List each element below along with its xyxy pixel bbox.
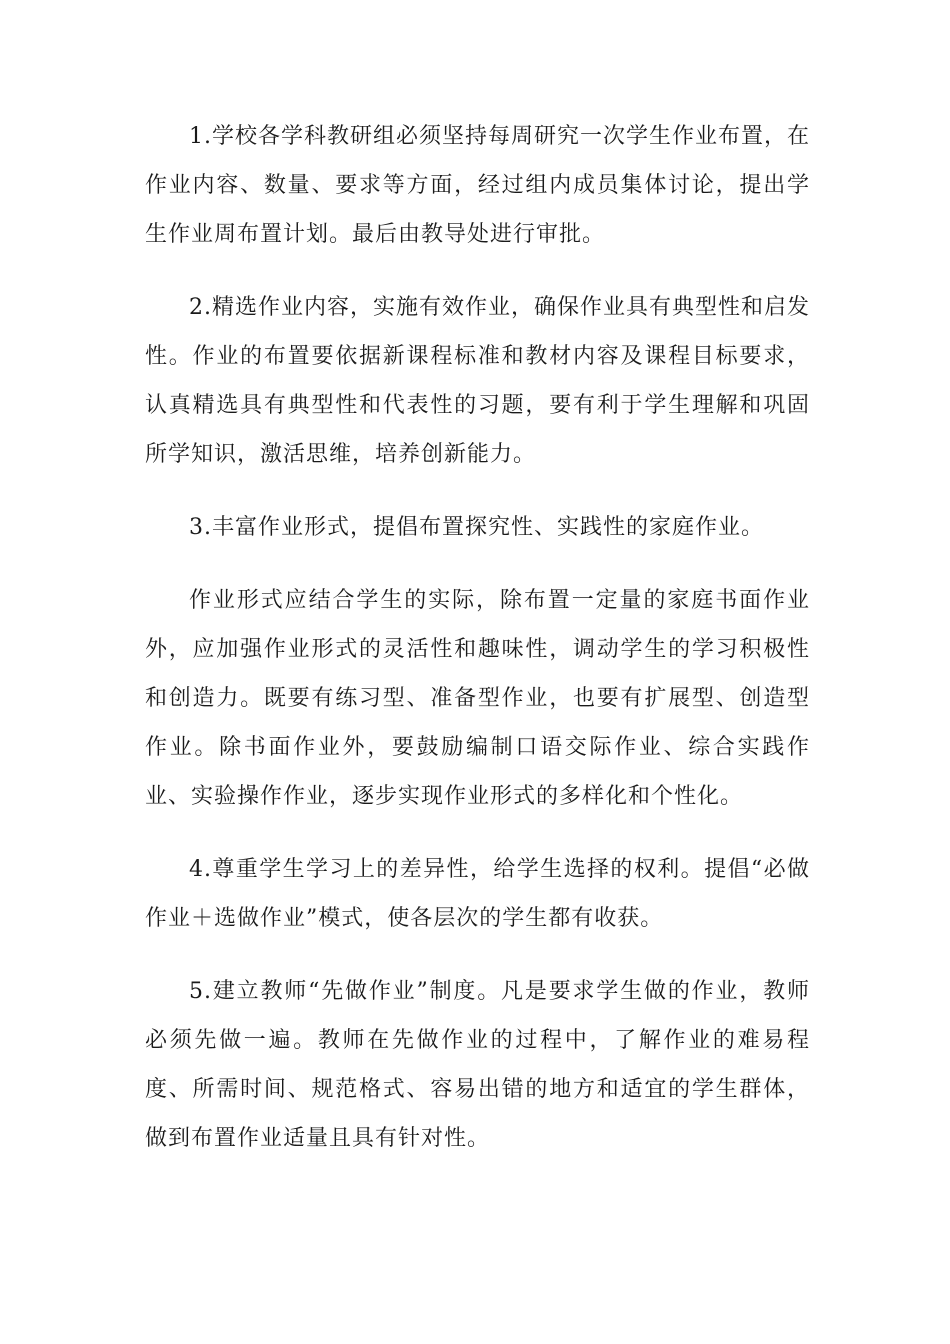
paragraph-1: 1.学校各学科教研组必须坚持每周研究一次学生作业布置，在作业内容、数量、要求等方面，经过组内成员集体讨论，提出学生作业周布置计划。最后由教导处进行审批。: [145, 124, 810, 247]
paragraph-3: 3.丰富作业形式，提倡布置探究性、实践性的家庭作业。: [189, 515, 764, 540]
paragraph-6: 5.建立教师“先做作业”制度。凡是要求学生做的作业，教师必须先做一遍。教师在先做作业的过程中，了解作业的难易程度、所需时间、规范格式、容易出错的地方和适宜的学生群体，做到布置作业适量且具有针对性。: [145, 979, 810, 1151]
paragraph-5: 4.尊重学生学习上的差异性，给学生选择的权利。提倡“必做作业＋选做作业”模式，使各层次的学生都有收获。: [145, 857, 810, 931]
paragraph-2: 2.精选作业内容，实施有效作业，确保作业具有典型性和启发性。作业的布置要依据新课程标准和教材内容及课程目标要求，认真精选具有典型性和代表性的习题，要有利于学生理解和巩固所学知识，激活思维，培养创新能力。: [145, 295, 810, 467]
paragraph-4: 作业形式应结合学生的实际，除布置一定量的家庭书面作业外，应加强作业形式的灵活性和趣味性，调动学生的学习积极性和创造力。既要有练习型、准备型作业，也要有扩展型、创造型作业。除书面作业外，要鼓励编制口语交际作业、综合实践作业、实验操作作业，逐步实现作业形式的多样化和个性化。: [145, 588, 810, 809]
document-body: [145, 112, 810, 1187]
